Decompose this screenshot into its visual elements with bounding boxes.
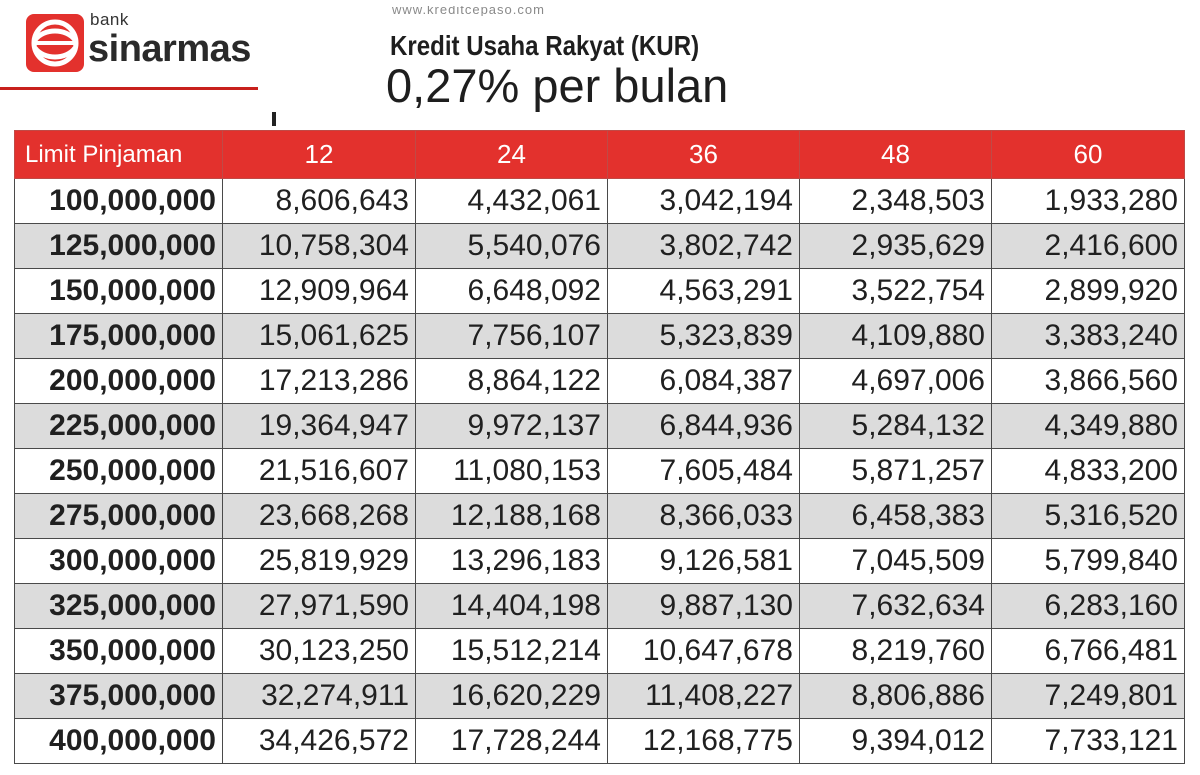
installment-cell: 7,249,801 [992, 674, 1185, 719]
installment-cell: 15,061,625 [223, 314, 416, 359]
installment-cell: 2,935,629 [800, 224, 992, 269]
installment-cell: 8,219,760 [800, 629, 992, 674]
installment-cell: 6,766,481 [992, 629, 1185, 674]
installment-cell: 5,540,076 [416, 224, 608, 269]
installment-cell: 5,284,132 [800, 404, 992, 449]
table-row [15, 719, 1185, 764]
installment-cell: 9,972,137 [416, 404, 608, 449]
installment-cell: 15,512,214 [416, 629, 608, 674]
watermark-text: www.kreditcepaso.com [392, 6, 545, 16]
limit-cell: 225,000,000 [15, 404, 223, 449]
column-header-limit: Limit Pinjaman [15, 131, 223, 179]
column-header-24: 24 [416, 131, 608, 179]
installment-cell: 32,274,911 [223, 674, 416, 719]
installment-cell: 3,866,560 [992, 359, 1185, 404]
installment-cell: 2,348,503 [800, 179, 992, 224]
limit-cell: 175,000,000 [15, 314, 223, 359]
table-row [15, 539, 1185, 584]
limit-cell: 325,000,000 [15, 584, 223, 629]
installment-cell: 4,563,291 [608, 269, 800, 314]
installment-cell: 12,188,168 [416, 494, 608, 539]
installment-cell: 13,296,183 [416, 539, 608, 584]
installment-cell: 3,383,240 [992, 314, 1185, 359]
installment-cell: 5,323,839 [608, 314, 800, 359]
installment-cell: 25,819,929 [223, 539, 416, 584]
table-row [15, 314, 1185, 359]
installment-cell: 6,844,936 [608, 404, 800, 449]
installment-cell: 5,871,257 [800, 449, 992, 494]
installment-cell: 7,045,509 [800, 539, 992, 584]
installment-cell: 23,668,268 [223, 494, 416, 539]
installment-cell: 19,364,947 [223, 404, 416, 449]
installment-cell: 16,620,229 [416, 674, 608, 719]
installment-cell: 7,733,121 [992, 719, 1185, 764]
limit-cell: 400,000,000 [15, 719, 223, 764]
installment-cell: 11,408,227 [608, 674, 800, 719]
installment-cell: 12,168,775 [608, 719, 800, 764]
installment-cell: 10,758,304 [223, 224, 416, 269]
limit-cell: 100,000,000 [15, 179, 223, 224]
installment-cell: 8,806,886 [800, 674, 992, 719]
installment-cell: 3,802,742 [608, 224, 800, 269]
column-header-48: 48 [800, 131, 992, 179]
installment-cell: 9,394,012 [800, 719, 992, 764]
installment-cell: 9,887,130 [608, 584, 800, 629]
logo-underline [0, 87, 258, 90]
column-header-12: 12 [223, 131, 416, 179]
installment-cell: 4,833,200 [992, 449, 1185, 494]
limit-cell: 375,000,000 [15, 674, 223, 719]
table-row [15, 494, 1185, 539]
limit-cell: 275,000,000 [15, 494, 223, 539]
installment-cell: 7,756,107 [416, 314, 608, 359]
table-row [15, 179, 1185, 224]
installment-cell: 8,366,033 [608, 494, 800, 539]
table-row [15, 629, 1185, 674]
installment-cell: 6,283,160 [992, 584, 1185, 629]
table-row [15, 674, 1185, 719]
installment-cell: 10,647,678 [608, 629, 800, 674]
divider-mark [272, 112, 276, 126]
column-header-36: 36 [608, 131, 800, 179]
limit-cell: 200,000,000 [15, 359, 223, 404]
installment-table [14, 130, 1185, 764]
limit-cell: 125,000,000 [15, 224, 223, 269]
limit-cell: 350,000,000 [15, 629, 223, 674]
installment-cell: 9,126,581 [608, 539, 800, 584]
installment-cell: 2,899,920 [992, 269, 1185, 314]
installment-cell: 2,416,600 [992, 224, 1185, 269]
table-row [15, 404, 1185, 449]
installment-cell: 8,864,122 [416, 359, 608, 404]
table-row [15, 269, 1185, 314]
installment-cell: 7,605,484 [608, 449, 800, 494]
installment-cell: 30,123,250 [223, 629, 416, 674]
sinarmas-logo-icon [26, 14, 84, 72]
installment-cell: 4,432,061 [416, 179, 608, 224]
installment-cell: 1,933,280 [992, 179, 1185, 224]
column-header-60: 60 [992, 131, 1185, 179]
installment-cell: 4,349,880 [992, 404, 1185, 449]
installment-cell: 17,213,286 [223, 359, 416, 404]
installment-cell: 14,404,198 [416, 584, 608, 629]
installment-cell: 34,426,572 [223, 719, 416, 764]
installment-cell: 11,080,153 [416, 449, 608, 494]
limit-cell: 250,000,000 [15, 449, 223, 494]
installment-cell: 7,632,634 [800, 584, 992, 629]
installment-cell: 3,042,194 [608, 179, 800, 224]
installment-cell: 4,109,880 [800, 314, 992, 359]
table-header-row [15, 131, 1185, 179]
limit-cell: 300,000,000 [15, 539, 223, 584]
table-row [15, 449, 1185, 494]
installment-cell: 12,909,964 [223, 269, 416, 314]
installment-cell: 27,971,590 [223, 584, 416, 629]
installment-cell: 6,648,092 [416, 269, 608, 314]
limit-cell: 150,000,000 [15, 269, 223, 314]
table-row [15, 224, 1185, 269]
installment-cell: 4,697,006 [800, 359, 992, 404]
installment-cell: 6,458,383 [800, 494, 992, 539]
interest-rate-subtitle: 0,27% per bulan [386, 59, 729, 112]
logo-name-text: sinarmas [88, 28, 251, 70]
installment-cell: 5,316,520 [992, 494, 1185, 539]
installment-cell: 17,728,244 [416, 719, 608, 764]
installment-cell: 8,606,643 [223, 179, 416, 224]
table-row [15, 584, 1185, 629]
installment-cell: 5,799,840 [992, 539, 1185, 584]
logo-bank-text: bank [90, 10, 129, 29]
page-title: Kredit Usaha Rakyat (KUR) [390, 30, 700, 61]
installment-cell: 6,084,387 [608, 359, 800, 404]
table-row [15, 359, 1185, 404]
installment-cell: 21,516,607 [223, 449, 416, 494]
installment-cell: 3,522,754 [800, 269, 992, 314]
